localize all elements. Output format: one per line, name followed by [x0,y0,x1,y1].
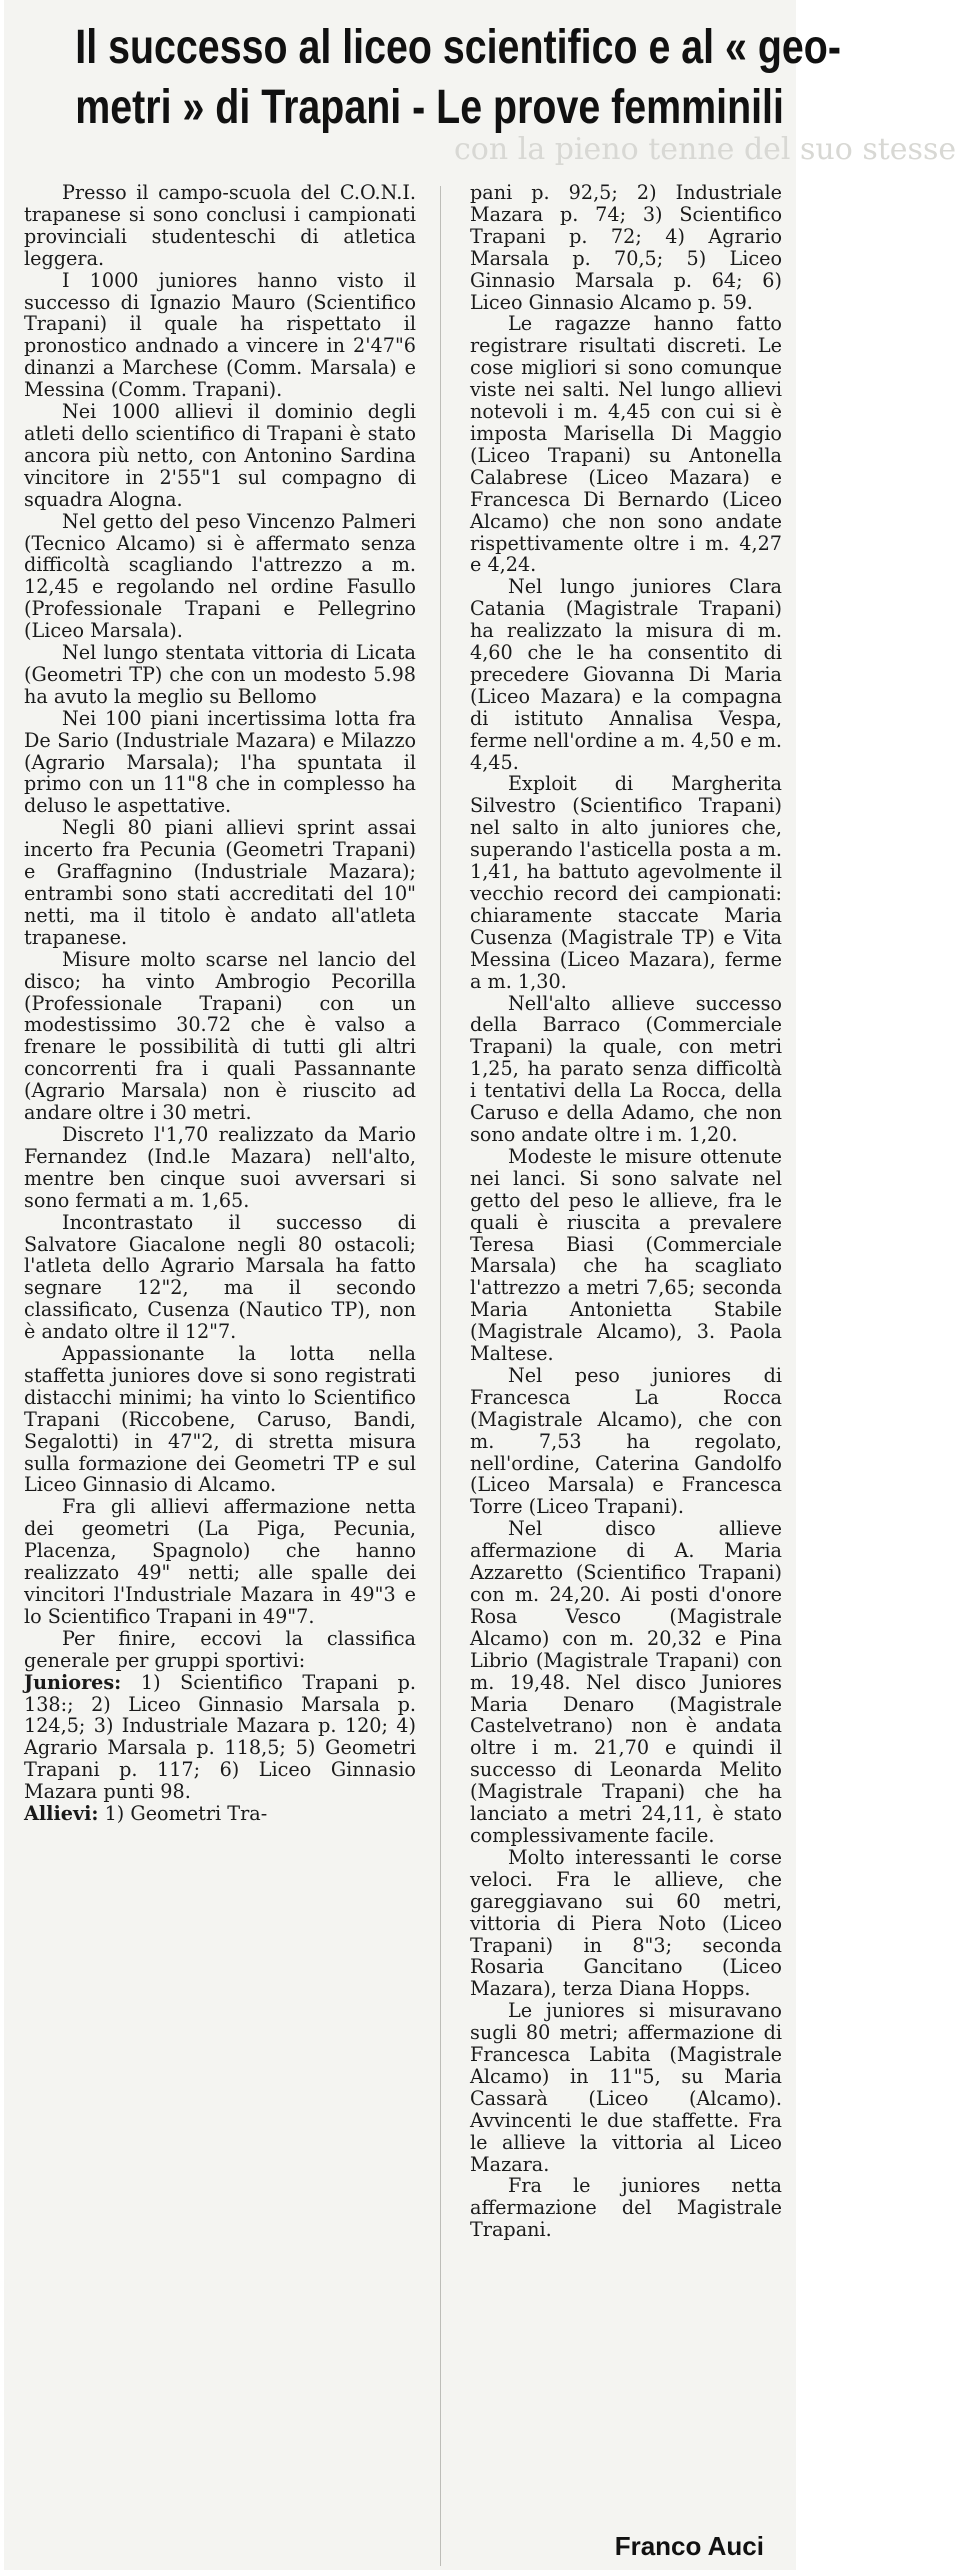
paragraph: Per finire, eccovi la classifica generale per gruppi sportivi: [24,1626,416,1672]
author-signature: Franco Auci [614,2531,764,2561]
paragraph: Discreto l'1,70 realizzato da Mario Fernandez (Ind.le Mazara) nell'alto, mentre ben cinque suoi avversari si sono fermati a m. 1,65. [24,1122,416,1212]
paragraph: Nel getto del peso Vincenzo Palmeri (Tecnico Alcamo) si è affermato senza difficoltà scagliando l'attrezzo a m. 12,45 e regolando nel ordine Fasullo (Professionale Trapani e Pellegrino (Liceo Marsala). [24,509,416,643]
newspaper-clipping [4,0,956,2570]
article-column-right [470,182,782,2241]
allievi-results-start: 1) Geometri Tra- [98,1802,268,1826]
paragraph: I 1000 juniores hanno visto il successo di Ignazio Mauro (Scientifico Trapani) il quale ha rispettato il pronostico andnado a vincere in 2'47"6 dinanzi a Marchese (Comm. Marsala) e Messina (Comm. Trapani). [24,268,416,402]
column-divider [440,186,441,2566]
paragraph: Nel peso juniores di Francesca La Rocca (Magistrale Alcamo), che con m. 7,53 ha regolato, nell'ordine, Caterina Gandolfo (Liceo Marsala) e Francesca Torre (Liceo Trapani). [470,1363,782,1519]
paragraph: Molto interessanti le corse veloci. Fra le allieve, che gareggiavano sui 60 metri, vittoria di Piera Noto (Liceo Trapani) in 8"3; seconda Rosaria Gancitano (Liceo Mazara), terza Diana Hopps. [470,1845,782,2001]
article-column-left [24,182,416,1825]
paragraph: Nei 100 piani incertissima lotta fra De Sario (Industriale Mazara) e Milazzo (Agrario Marsala); l'ha spuntata il primo con un 11"8 che in complesso ha deluso le aspettative. [24,706,416,818]
juniores-results: 1) Scientifico Trapani p. 138:; 2) Liceo Ginnasio Marsala p. 124,5; 3) Industriale Mazara p. 120; 4) Agrario Marsala p. 118,5; 5) Geometri Trapani p. 117; 6) Liceo Ginnasio Mazara punti 98. [24,1670,416,1804]
paragraph: Fra le juniores netta affermazione del Magistrale Trapani. [470,2174,782,2242]
paragraph: Nel lungo juniores Clara Catania (Magistrale Trapani) ha realizzato la misura di m. 4,60 che le ha consentito di precedere Giovanna Di Maria (Liceo Mazara) e la compagna di istituto Annalisa Vespa, ferme nell'ordine a m. 4,50 e m. 4,45. [470,575,782,774]
paragraph: Le ragazze hanno fatto registrare risultati discreti. Le cose migliori si sono comunque viste nei salti. Nel lungo allievi notevoli i m. 4,45 con cui si è imposta Marisella Di Maggio (Liceo Trapani) su Antonella Calabrese (Liceo Mazara) e Francesca Di Bernardo (Liceo Alcamo) che non sono andate rispettivamente oltre i m. 4,27 e 4,24. [470,312,782,577]
paragraph: Nei 1000 allievi il dominio degli atleti dello scientifico di Trapani è stato ancora più netto, con Antonino Sardina vincitore in 2'55"1 sul compagno di squadra Alogna. [24,400,416,511]
results-juniores [24,1672,416,1803]
paragraph: Negli 80 piani allievi sprint assai incerto fra Pecunia (Geometri Trapani) e Graffagnino (Industriale Mazara); entrambi sono stati accreditati del 10" netti, ma il titolo è andato all'atleta trapanese. [24,816,416,949]
paragraph: Fra gli allievi affermazione netta dei geometri (La Piga, Pecunia, Placenza, Spagnolo) che hanno realizzato 49" netti; alle spalle dei vincitori l'Industriale Mazara in 49"3 e lo Scientifico Trapani in 49"7. [24,1495,416,1628]
headline-line-2: metri » di Trapani - Le prove femminili [75,81,784,134]
paragraph: Nel disco allieve affermazione di A. Maria Azzaretto (Scientifico Trapani) con m. 24,20. Ai posti d'onore Rosa Vesco (Magistrale Alcamo) con m. 20,32 e Pina Librio (Magistrale Trapani) con m. 19,48. Nel disco Juniores Maria Denaro (Magistrale Castelvetrano) non è andata oltre i m. 21,70 e quindi il successo di Leonarda Melito (Magistrale Trapani) che ha lanciato a metri 24,11, è stato complessivamente facile. [470,1517,782,1847]
allievi-results-continued: pani p. 92,5; 2) Industriale Mazara p. 74; 3) Scientifico Trapani p. 72; 4) Agrario Marsala p. 70,5; 5) Liceo Ginnasio Marsala p. 64; 6) Liceo Ginnasio Alcamo p. 59. [470,181,782,314]
paragraph: Nel lungo stentata vittoria di Licata (Geometri TP) che con un modesto 5.98 ha avuto la meglio su Bellomo [24,641,416,708]
paragraph: Le juniores si misuravano sugli 80 metri; affermazione di Francesca Labita (Magistrale Alcamo) in 11"5, su Maria Cassarà (Liceo (Alcamo). Avvincenti le due staffette. Fra le allieve la vittoria al Liceo Mazara. [470,1999,782,2176]
paragraph: Appassionante la lotta nella staffetta juniores dove si sono registrati distacchi minimi; ha vinto lo Scientifico Trapani (Riccobene, Caruso, Bandi, Segalotti) in 47"2, di stretta misura sulla formazione dei Geometri TP e sul Liceo Ginnasio di Alcamo. [24,1342,416,1497]
headline [75,18,841,138]
juniores-label: Juniores: [24,1670,122,1694]
paragraph: Modeste le misure ottenute nei lanci. Si sono salvate nel getto del peso le allieve, fra le quali è riuscita a prevalere Teresa Biasi (Commerciale Marsala) che ha scagliato l'attrezzo a metri 7,65; seconda Maria Antonietta Stabile (Magistrale Alcamo), 3. Paola Maltese. [470,1144,782,1366]
paragraph: Exploit di Margherita Silvestro (Scientifico Trapani) nel salto in alto juniores che, superando l'asticella posta a m. 1,41, ha battuto agevolmente il vecchio record dei campionati: chiaramente staccate Maria Cusenza (Magistrale TP) e Vita Messina (Liceo Mazara), ferme a m. 1,30. [470,772,782,993]
paragraph: Incontrastato il successo di Salvatore Giacalone negli 80 ostacoli; l'atleta dello Agrario Marsala ha fatto segnare 12"2, ma il secondo classificato, Cusenza (Nautico TP), non è andato oltre il 12"7. [24,1210,416,1344]
paragraph: Nell'alto allieve successo della Barraco (Commerciale Trapani) la quale, con metri 1,25, ha parato senza difficoltà i tentativi della La Rocca, della Caruso e della Adamo, che non sono andate oltre i m. 1,20. [470,991,782,1146]
paragraph: Presso il campo-scuola del C.O.N.I. trapanese si sono conclusi i campionati provinciali studenteschi di atletica leggera. [24,181,416,270]
allievi-label: Allievi: [24,1802,99,1826]
headline-line-1: Il successo al liceo scientifico e al « geo- [75,21,841,74]
bleed-through-text: con la pieno tenne del suo stesse [454,132,956,167]
results-allievi [24,1803,416,1825]
paragraph: Misure molto scarse nel lancio del disco; ha vinto Ambrogio Pecorilla (Professionale Trapani) con un modestissimo 30.72 che è valso a frenare le possibilità di tutti gli altri concorrenti fra i quali Passannante (Agrario Marsala) non è riuscito ad andare oltre i 30 metri. [24,947,416,1125]
